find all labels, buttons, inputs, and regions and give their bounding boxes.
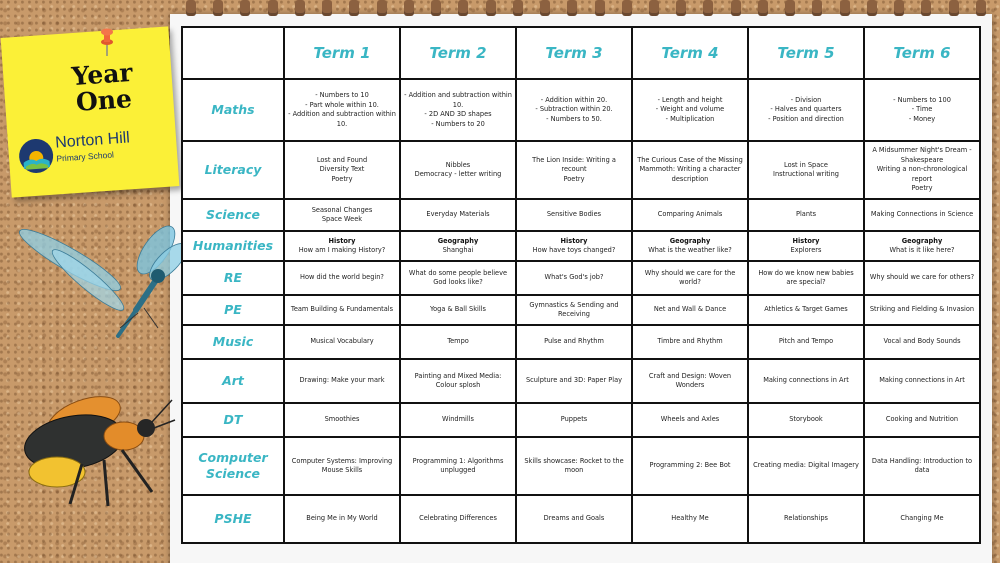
cell-text: Programming 1: Algorithms unplugged	[412, 456, 504, 474]
cell-text: The Curious Case of the Missing Mammoth: Writing a character description	[637, 155, 743, 183]
binding-ring	[595, 0, 605, 16]
table-cell	[864, 359, 980, 403]
cell-heading: History	[792, 236, 820, 245]
cell-text: Pulse and Rhythm	[544, 337, 604, 346]
cell-text: How have toys changed?	[532, 246, 616, 254]
cell-text: Why should we care for others?	[869, 273, 975, 282]
cell-text: Craft and Design: Woven Wonders	[648, 371, 732, 389]
table-row	[182, 79, 980, 141]
cell-text: Windmills	[442, 415, 474, 424]
cell-heading: History	[560, 236, 588, 245]
table-row	[182, 295, 980, 325]
term-header: Term 4	[632, 27, 748, 79]
table-cell	[516, 359, 632, 403]
cell-text: Skills showcase: Rocket to the moon	[524, 456, 624, 474]
table-row	[182, 261, 980, 295]
cell-text: How am I making History?	[298, 246, 386, 254]
binding-ring	[186, 0, 196, 16]
table-cell	[864, 325, 980, 359]
cell-text: - Numbers to 100 - Time - Money	[893, 95, 951, 123]
table-cell	[864, 199, 980, 231]
cell-text: Being Me in My World	[306, 514, 378, 523]
cell-heading: Geography	[901, 236, 943, 245]
cell-text: What is the weather like?	[648, 246, 732, 254]
cell-text: How did the world begin?	[300, 273, 384, 282]
curriculum-table	[181, 26, 981, 544]
table-cell	[748, 199, 864, 231]
binding-ring	[295, 0, 305, 16]
cell-text: A Midsummer Night's Dream - Shakespeare Writing a non-chronological report Poetry	[872, 146, 972, 193]
table-cell	[632, 199, 748, 231]
cell-text: Pitch and Tempo	[778, 337, 834, 346]
table-cell	[632, 295, 748, 325]
binding-ring	[567, 0, 577, 16]
table-cell	[284, 199, 400, 231]
cell-text: Programming 2: Bee Bot	[649, 461, 731, 470]
term-header: Term 6	[864, 27, 980, 79]
table-cell	[400, 359, 516, 403]
binding-ring	[377, 0, 387, 16]
cell-text: Plants	[795, 210, 817, 219]
cell-text: Sculpture and 3D: Paper Play	[525, 376, 623, 385]
table-cell	[632, 437, 748, 495]
term-header: Term 3	[516, 27, 632, 79]
table-cell	[284, 359, 400, 403]
table-cell	[516, 495, 632, 543]
table-cell	[748, 295, 864, 325]
firefly-beetle-icon	[12, 380, 177, 520]
table-cell	[748, 495, 864, 543]
table-row	[182, 403, 980, 437]
cell-text: Painting and Mixed Media: Colour splosh	[414, 371, 502, 389]
cell-text: Tempo	[447, 337, 469, 346]
term-header: Term 1	[284, 27, 400, 79]
cell-text: - Addition and subtraction within 10. - 2D AND 3D shapes - Numbers to 20	[404, 91, 512, 128]
year-title: Year One	[70, 57, 134, 117]
cell-text: - Numbers to 10 - Part whole within 10. - Addition and subtraction within 10.	[288, 91, 396, 128]
cell-text: Team Building & Fundamentals	[290, 305, 394, 314]
table-cell	[632, 261, 748, 295]
binding-ring	[486, 0, 496, 16]
table-cell	[400, 141, 516, 199]
binding-ring	[840, 0, 850, 16]
cell-text: What do some people believe God looks like?	[408, 268, 508, 286]
table-cell	[632, 359, 748, 403]
cell-text: Yoga & Ball Skills	[429, 305, 486, 314]
table-cell	[864, 437, 980, 495]
table-cell	[748, 403, 864, 437]
binding-ring	[513, 0, 523, 16]
binding-ring	[213, 0, 223, 16]
table-cell	[284, 325, 400, 359]
cell-text: - Division - Halves and quarters - Position and direction	[768, 95, 844, 123]
table-cell	[748, 325, 864, 359]
table-cell	[400, 199, 516, 231]
table-cell	[400, 231, 516, 261]
subject-label: PE	[182, 295, 284, 325]
table-cell	[284, 231, 400, 261]
table-cell	[284, 403, 400, 437]
table-cell	[864, 79, 980, 141]
table-cell	[516, 199, 632, 231]
table-row	[182, 141, 980, 199]
cell-text: Striking and Fielding & Invasion	[869, 305, 975, 314]
table-cell	[284, 141, 400, 199]
table-cell	[632, 141, 748, 199]
cell-text: Changing Me	[900, 514, 944, 523]
binding-ring	[758, 0, 768, 16]
table-row	[182, 231, 980, 261]
binding-ring	[404, 0, 414, 16]
table-cell	[516, 295, 632, 325]
table-cell	[516, 325, 632, 359]
subject-label: Maths	[182, 79, 284, 141]
subject-label: RE	[182, 261, 284, 295]
subject-label: Humanities	[182, 231, 284, 261]
cell-text: Net and Wall & Dance	[653, 305, 727, 314]
cell-text: Healthy Me	[671, 514, 709, 523]
cell-text: Smoothies	[324, 415, 360, 424]
subject-label: Science	[182, 199, 284, 231]
table-cell	[748, 261, 864, 295]
cell-text: Cooking and Nutrition	[885, 415, 959, 424]
binding-ring	[731, 0, 741, 16]
cell-text: Data Handling: Introduction to data	[871, 456, 973, 474]
cell-text: Athletics & Target Games	[764, 305, 848, 314]
table-cell	[400, 403, 516, 437]
table-cell	[864, 141, 980, 199]
table-row	[182, 199, 980, 231]
cell-text: Creating media: Digital Imagery	[753, 461, 859, 470]
binding-ring	[703, 0, 713, 16]
cell-text: Musical Vocabulary	[310, 337, 374, 346]
cell-text: Dreams and Goals	[543, 514, 605, 523]
cell-text: Shanghai	[442, 246, 474, 254]
cell-text: Celebrating Differences	[419, 514, 497, 523]
table-cell	[400, 295, 516, 325]
term-header: Term 5	[748, 27, 864, 79]
cell-text: Everyday Materials	[426, 210, 490, 219]
table-cell	[284, 295, 400, 325]
binding-ring	[649, 0, 659, 16]
binding-ring	[867, 0, 877, 16]
sunrise-logo-icon	[17, 137, 55, 175]
table-cell	[516, 437, 632, 495]
cell-text: - Length and height - Weight and volume - Multiplication	[655, 95, 725, 123]
cell-text: Comparing Animals	[657, 210, 723, 219]
cell-text: Computer Systems: Improving Mouse Skills	[291, 456, 393, 474]
subject-label: PSHE	[182, 495, 284, 543]
table-row	[182, 325, 980, 359]
school-subtitle: Primary School	[56, 149, 115, 164]
cell-text: Lost in Space Instructional writing	[773, 160, 839, 178]
table-cell	[748, 437, 864, 495]
table-cell	[864, 295, 980, 325]
cell-text: Seasonal Changes Space Week	[311, 205, 373, 223]
table-cell	[748, 141, 864, 199]
table-cell	[864, 231, 980, 261]
table-cell	[748, 79, 864, 141]
table-row	[182, 495, 980, 543]
table-row	[182, 437, 980, 495]
table-cell	[748, 231, 864, 261]
table-cell	[632, 231, 748, 261]
binding-ring	[322, 0, 332, 16]
binding-ring	[622, 0, 632, 16]
table-cell	[864, 403, 980, 437]
table-cell	[400, 495, 516, 543]
cell-heading: Geography	[437, 236, 479, 245]
binding-ring	[676, 0, 686, 16]
school-name: Norton Hill	[54, 129, 131, 152]
corner-cell	[182, 27, 284, 79]
cell-heading: History	[328, 236, 356, 245]
binding-ring	[458, 0, 468, 16]
binding-ring	[349, 0, 359, 16]
table-cell	[516, 231, 632, 261]
table-cell	[632, 403, 748, 437]
cell-text: Making connections in Art	[763, 376, 849, 385]
table-cell	[516, 403, 632, 437]
binding-ring	[949, 0, 959, 16]
cell-text: Explorers	[790, 246, 822, 254]
table-cell	[284, 437, 400, 495]
binding-ring	[540, 0, 550, 16]
table-cell	[632, 79, 748, 141]
term-header-row	[182, 27, 980, 79]
binding-ring	[812, 0, 822, 16]
cell-text: Relationships	[784, 514, 828, 523]
cell-text: - Addition within 20. - Subtraction within 20. - Numbers to 50.	[535, 95, 613, 123]
binding-ring	[976, 0, 986, 16]
binding-ring	[921, 0, 931, 16]
spiral-binding	[186, 0, 986, 18]
cell-text: Storybook	[789, 415, 823, 424]
table-cell	[284, 79, 400, 141]
cell-heading: Geography	[669, 236, 711, 245]
cell-text: Sensitive Bodies	[546, 210, 602, 219]
cell-text: What's God's job?	[544, 273, 604, 282]
table-cell	[632, 325, 748, 359]
table-cell	[400, 437, 516, 495]
table-cell	[516, 79, 632, 141]
subject-label: Art	[182, 359, 284, 403]
cell-text: How do we know new babies are special?	[758, 268, 854, 286]
table-cell	[864, 495, 980, 543]
cell-text: Drawing: Make your mark	[299, 376, 385, 385]
subject-label: Computer Science	[182, 437, 284, 495]
cell-text: Making Connections in Science	[870, 210, 974, 219]
cell-text: What is it like here?	[889, 246, 955, 254]
cell-text: Gymnastics & Sending and Receiving	[529, 300, 619, 318]
term-header: Term 2	[400, 27, 516, 79]
cell-text: Lost and Found Diversity Text Poetry	[316, 155, 368, 183]
binding-ring	[431, 0, 441, 16]
push-pin-icon	[100, 28, 114, 56]
table-cell	[400, 325, 516, 359]
cell-text: Why should we care for the world?	[644, 268, 736, 286]
table-cell	[516, 141, 632, 199]
binding-ring	[240, 0, 250, 16]
subject-label: Music	[182, 325, 284, 359]
cell-text: The Lion Inside: Writing a recount Poetry	[532, 155, 616, 183]
table-row	[182, 359, 980, 403]
cell-text: Timbre and Rhythm	[657, 337, 723, 346]
cell-text: Puppets	[560, 415, 588, 424]
dragonfly-icon	[8, 218, 188, 348]
binding-ring	[268, 0, 278, 16]
table-cell	[864, 261, 980, 295]
table-cell	[748, 359, 864, 403]
table-cell	[284, 495, 400, 543]
table-cell	[284, 261, 400, 295]
cell-text: Wheels and Axles	[660, 415, 720, 424]
table-cell	[400, 261, 516, 295]
table-cell	[632, 495, 748, 543]
table-cell	[400, 79, 516, 141]
subject-label: Literacy	[182, 141, 284, 199]
table-cell	[516, 261, 632, 295]
cell-text: Vocal and Body Sounds	[883, 337, 961, 346]
binding-ring	[785, 0, 795, 16]
subject-label: DT	[182, 403, 284, 437]
binding-ring	[894, 0, 904, 16]
cell-text: Nibbles Democracy - letter writing	[414, 160, 502, 178]
cell-text: Making connections in Art	[879, 376, 965, 385]
